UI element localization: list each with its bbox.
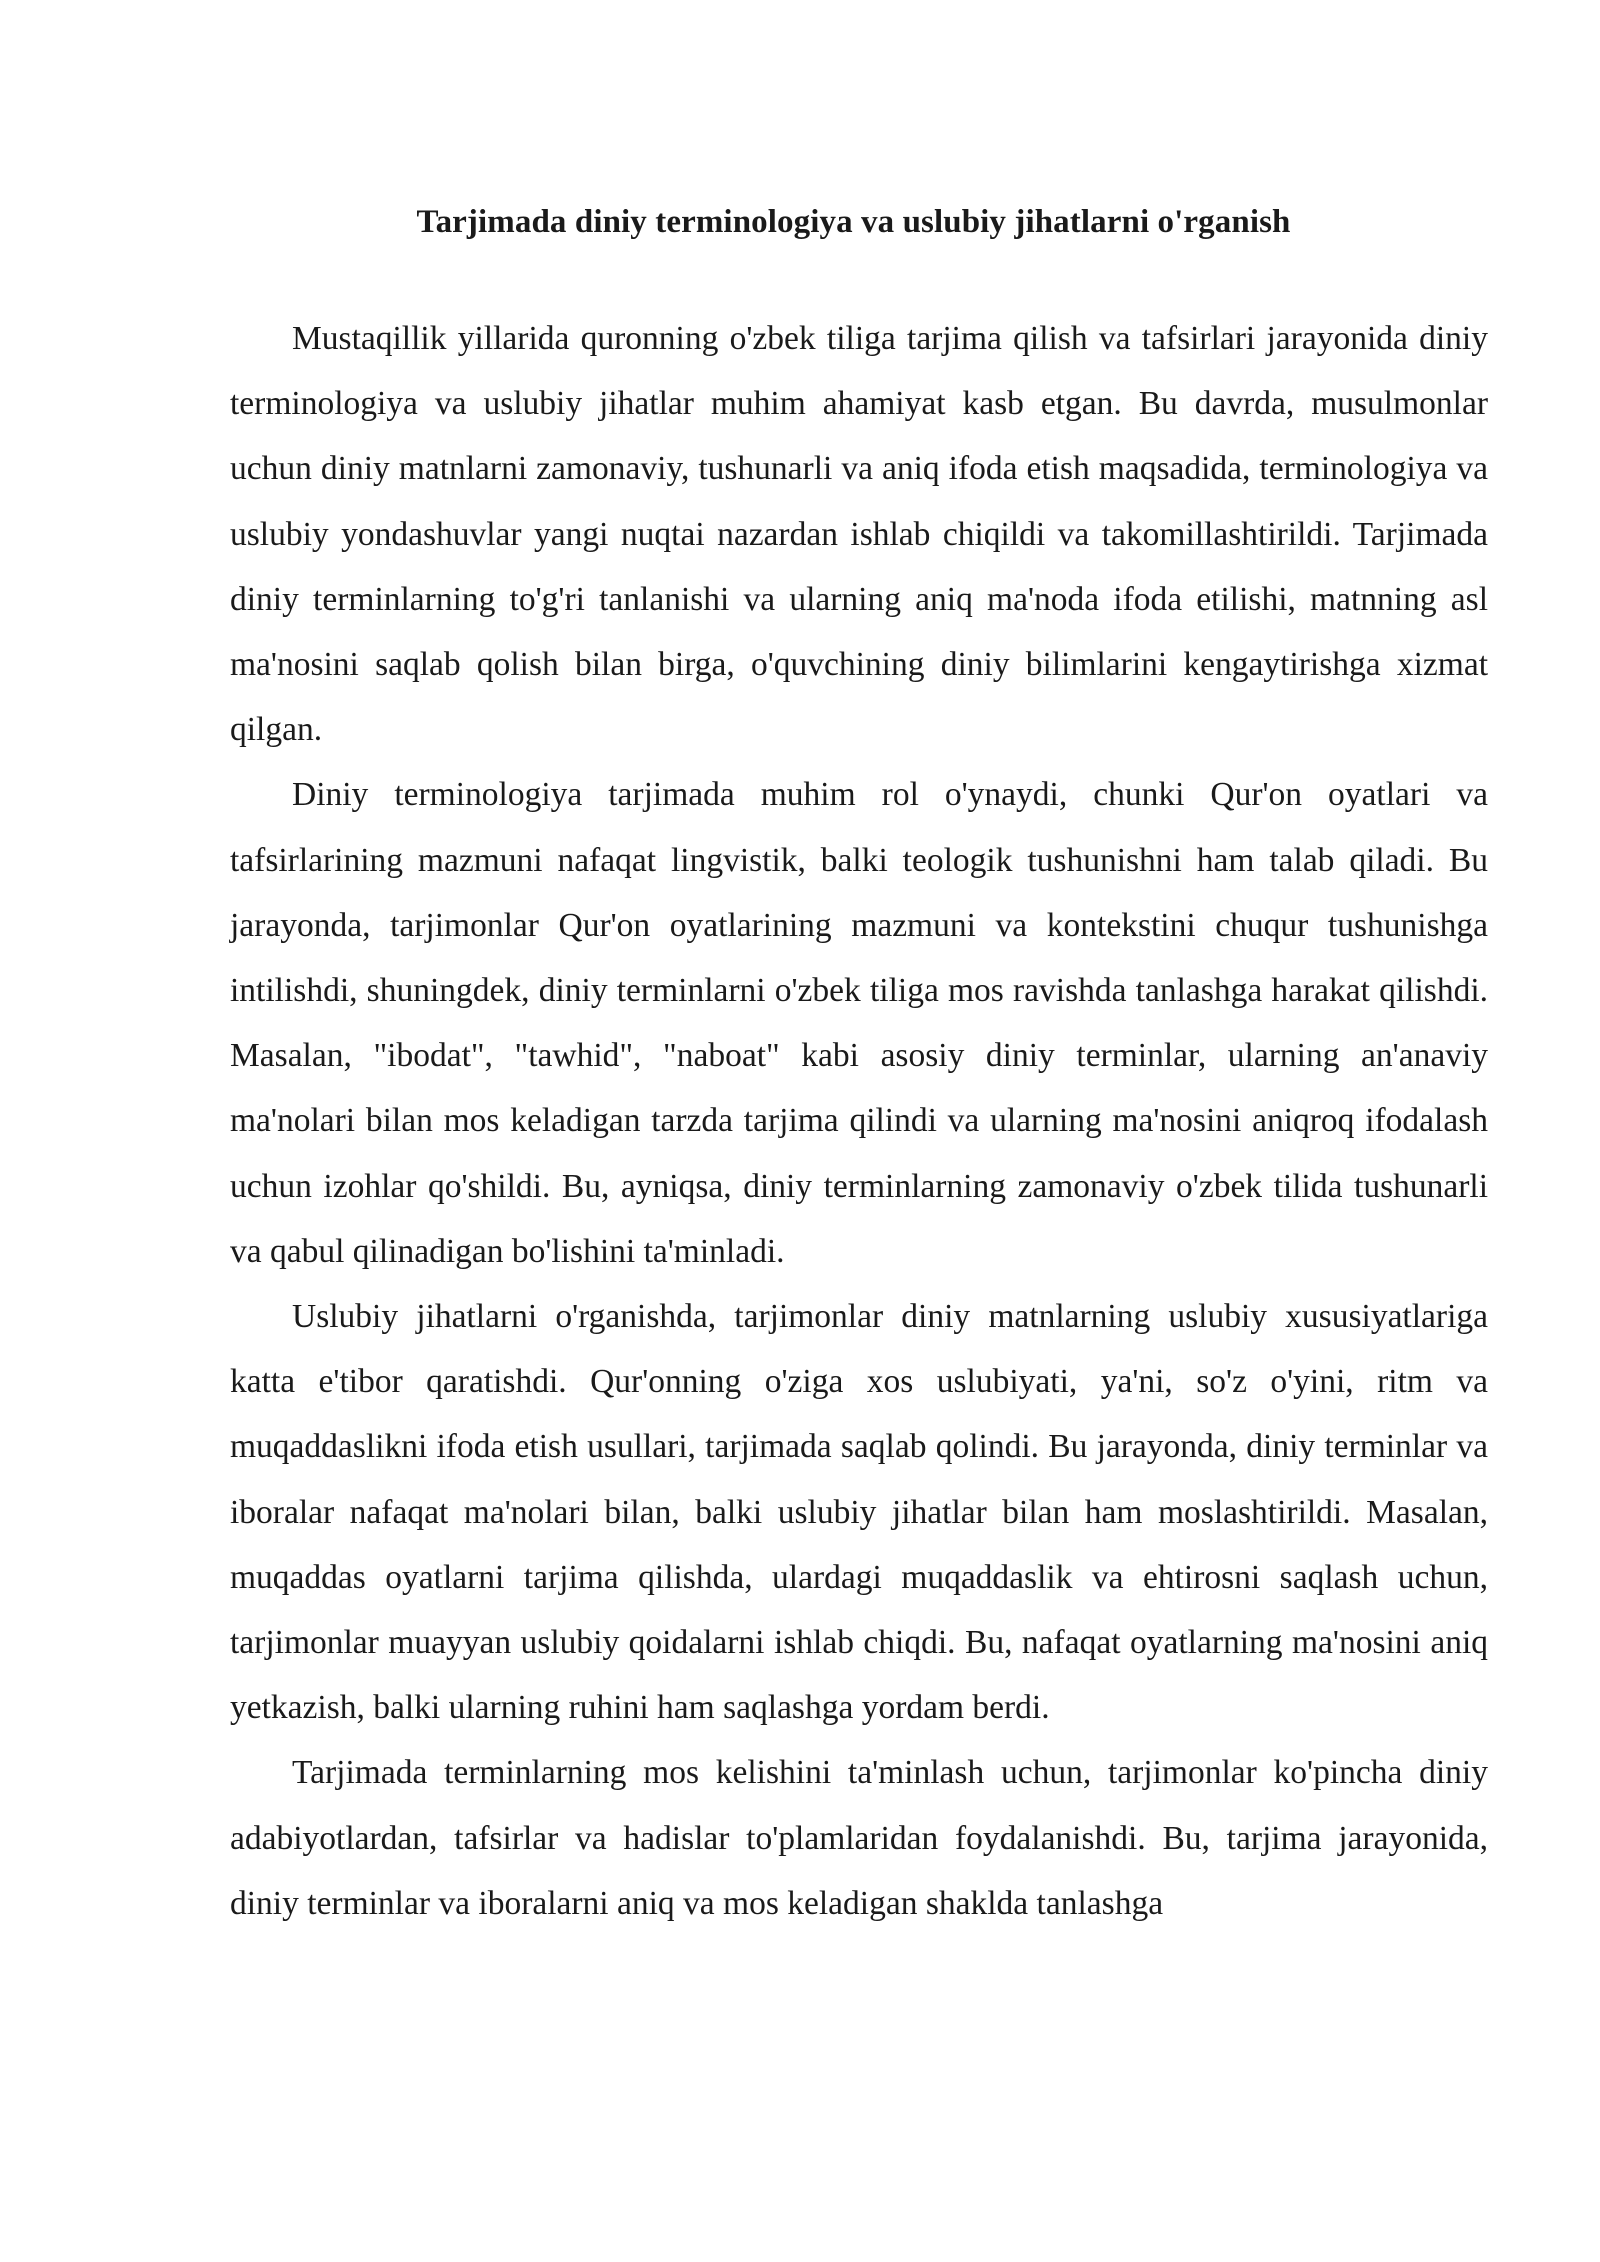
- document-body: [230, 306, 1488, 1936]
- paragraph-4: Tarjimada terminlarning mos kelishini ta'minlash uchun, tarjimonlar ko'pincha diniy adabiyotlardan, tafsirlar va hadislar to'plamlaridan foydalanishdi. Bu, tarjima jarayonida, diniy terminlar va iboralarni aniq va mos keladigan shaklda tanlashga: [230, 1754, 1488, 1922]
- paragraph-3: Uslubiy jihatlarni o'rganishda, tarjimonlar diniy matnlarning uslubiy xususiyatlariga katta e'tibor qaratishdi. Qur'onning o'ziga xos uslubiyati, ya'ni, so'z o'yini, ritm va muqaddaslikni ifoda etish usullari, tarjimada saqlab qolindi. Bu jarayonda, diniy terminlar va iboralar nafaqat ma'nolari bilan, balki uslubiy jihatlar bilan ham moslashtirildi. Masalan, muqaddas oyatlarni tarjima qilishda, ulardagi muqaddaslik va ehtirosni saqlash uchun, tarjimonlar muayyan uslubiy qoidalarni ishlab chiqdi. Bu, nafaqat oyatlarning ma'nosini aniq yetkazish, balki ularning ruhini ham saqlashga yordam berdi.: [230, 1298, 1488, 1727]
- document-title: Tarjimada diniy terminologiya va uslubiy jihatlarni o'rganish: [416, 204, 1291, 240]
- paragraph-1: Mustaqillik yillarida quronning o'zbek tiliga tarjima qilish va tafsirlari jarayonida diniy terminologiya va uslubiy jihatlar muhim ahamiyat kasb etgan. Bu davrda, musulmonlar uchun diniy matnlarni zamonaviy, tushunarli va aniq ifoda etish maqsadida, terminologiya va uslubiy yondashuvlar yangi nuqtai nazardan ishlab chiqildi va takomillashtirildi. Tarjimada diniy terminlarning to'g'ri tanlanishi va ularning aniq ma'noda ifoda etilishi, matnning asl ma'nosini saqlab qolish bilan birga, o'quvchining diniy bilimlarini kengaytirishga xizmat qilgan.: [230, 320, 1488, 749]
- paragraph-2: Diniy terminologiya tarjimada muhim rol o'ynaydi, chunki Qur'on oyatlari va tafsirlarining mazmuni nafaqat lingvistik, balki teologik tushunishni ham talab qiladi. Bu jarayonda, tarjimonlar Qur'on oyatlarining mazmuni va kontekstini chuqur tushunishga intilishdi, shuningdek, diniy terminlarni o'zbek tiliga mos ravishda tanlashga harakat qilishdi. Masalan, "ibodat", "tawhid", "naboat" kabi asosiy diniy terminlar, ularning an'anaviy ma'nolari bilan mos keladigan tarzda tarjima qilindi va ularning ma'nosini aniqroq ifodalash uchun izohlar qo'shildi. Bu, ayniqsa, diniy terminlarning zamonaviy o'zbek tilida tushunarli va qabul qilinadigan bo'lishini ta'minladi.: [230, 776, 1488, 1270]
